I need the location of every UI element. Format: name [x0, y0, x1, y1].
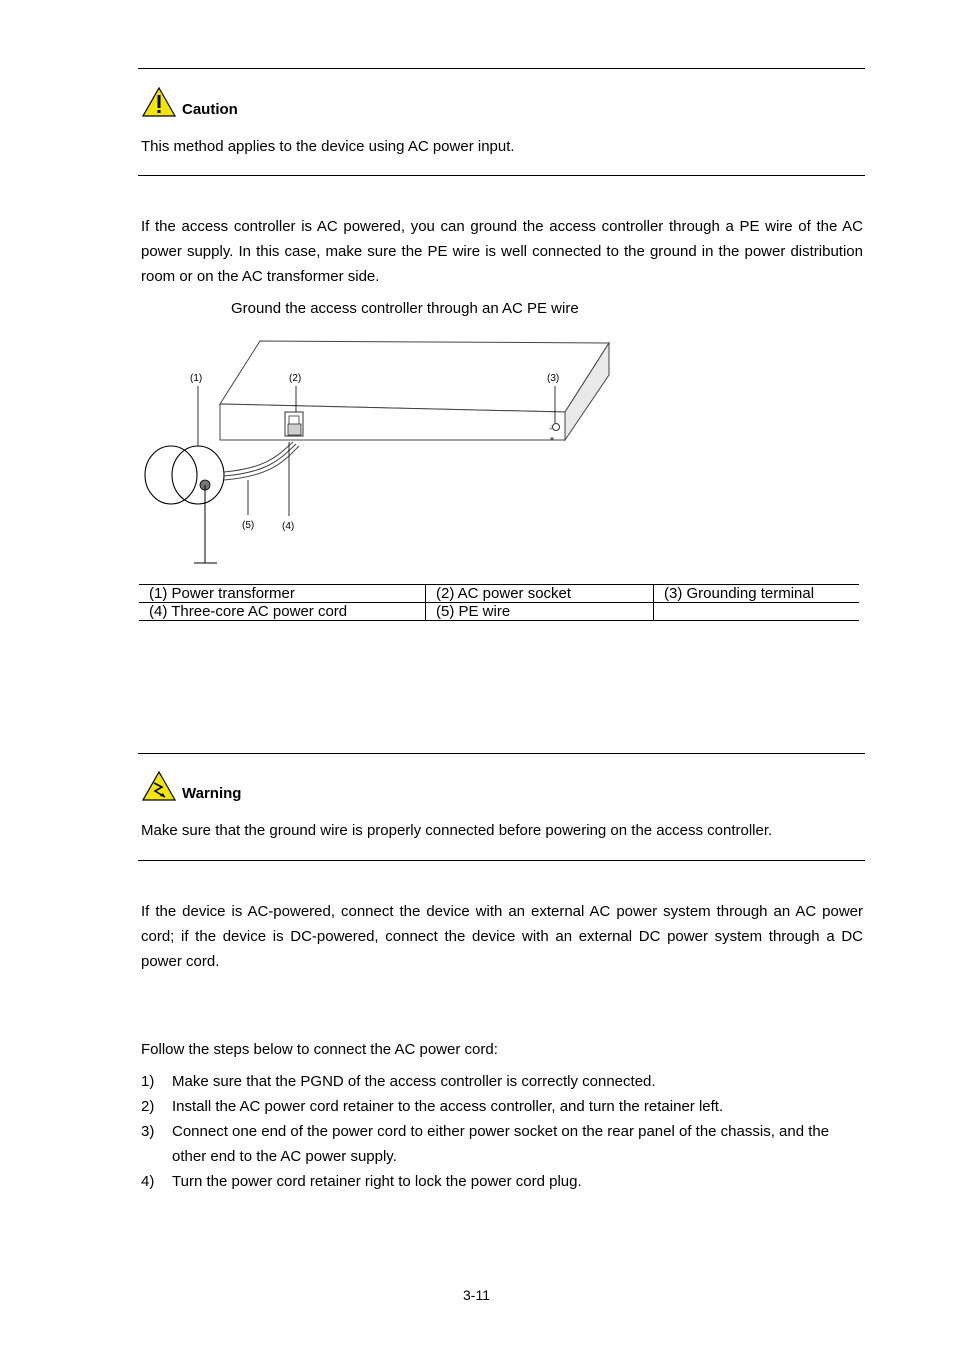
- list-item: [141, 1094, 863, 1119]
- step-number: 3): [141, 1123, 155, 1140]
- pe-wire: [194, 485, 217, 563]
- step-text: Install the AC power cord retainer to the access controller, and turn the retainer left.: [172, 1098, 724, 1115]
- grounding-diagram: [138, 330, 618, 570]
- caution-title: Caution: [182, 101, 238, 118]
- callout-3: (3): [547, 373, 560, 384]
- figure-caption: Ground the access controller through an AC PE wire: [231, 300, 579, 317]
- step-number: 4): [141, 1173, 155, 1190]
- figure-legend: [139, 584, 859, 621]
- list-item: [141, 1069, 863, 1094]
- caution-bottom-rule: [138, 175, 865, 176]
- step-number: 2): [141, 1098, 155, 1115]
- steps-list: [141, 1069, 863, 1194]
- three-core-power-cord: [224, 442, 299, 480]
- top-rule: [138, 68, 865, 69]
- ac-power-socket: [285, 412, 303, 436]
- page-number: 3-11: [463, 1287, 490, 1303]
- step-number: 1): [141, 1073, 155, 1090]
- list-item: [141, 1119, 863, 1169]
- power-transformer: [145, 446, 224, 504]
- step-text: Make sure that the PGND of the access controller is correctly connected.: [172, 1073, 656, 1090]
- steps-intro: Follow the steps below to connect the AC power cord:: [141, 1041, 498, 1058]
- legend-row: [139, 585, 859, 603]
- callout-5: (5): [242, 520, 255, 531]
- legend-cell: (1) Power transformer: [139, 585, 426, 603]
- warning-title: Warning: [182, 785, 242, 802]
- legend-row: [139, 603, 859, 621]
- ground-paragraph: If the access controller is AC powered, you can ground the access controller through a PE wire of the AC power supply. In this case, make sure the PE wire is well connected to the ground in the power distribution room or on the AC transformer side.: [141, 218, 863, 285]
- callout-4: (4): [282, 521, 295, 532]
- warning-bottom-rule: [138, 860, 865, 861]
- power-paragraph: If the device is AC-powered, connect the device with an external AC power system through an AC power cord; if the device is DC-powered, connect the device with an external DC power system through a DC power cord.: [141, 903, 863, 970]
- svg-text:⏚: ⏚: [548, 426, 555, 432]
- step-text: Turn the power cord retainer right to lock the power cord plug.: [172, 1173, 582, 1190]
- caution-text: This method applies to the device using AC power input.: [141, 138, 515, 155]
- callout-2: (2): [289, 373, 302, 384]
- legend-cell: (5) PE wire: [426, 603, 654, 621]
- step-text: Connect one end of the power cord to either power socket on the rear panel of the chassis, and the other end to the AC power supply.: [172, 1123, 830, 1165]
- warning-top-rule: [138, 753, 865, 754]
- list-item: [141, 1169, 863, 1194]
- legend-cell: (3) Grounding terminal: [654, 585, 860, 603]
- legend-cell: (4) Three-core AC power cord: [139, 603, 426, 621]
- warning-icon: [142, 771, 176, 801]
- caution-icon: [142, 87, 176, 117]
- legend-cell: [654, 603, 860, 621]
- callout-1: (1): [190, 373, 203, 384]
- legend-cell: (2) AC power socket: [426, 585, 654, 603]
- warning-text: Make sure that the ground wire is properly connected before powering on the access controller.: [141, 822, 773, 839]
